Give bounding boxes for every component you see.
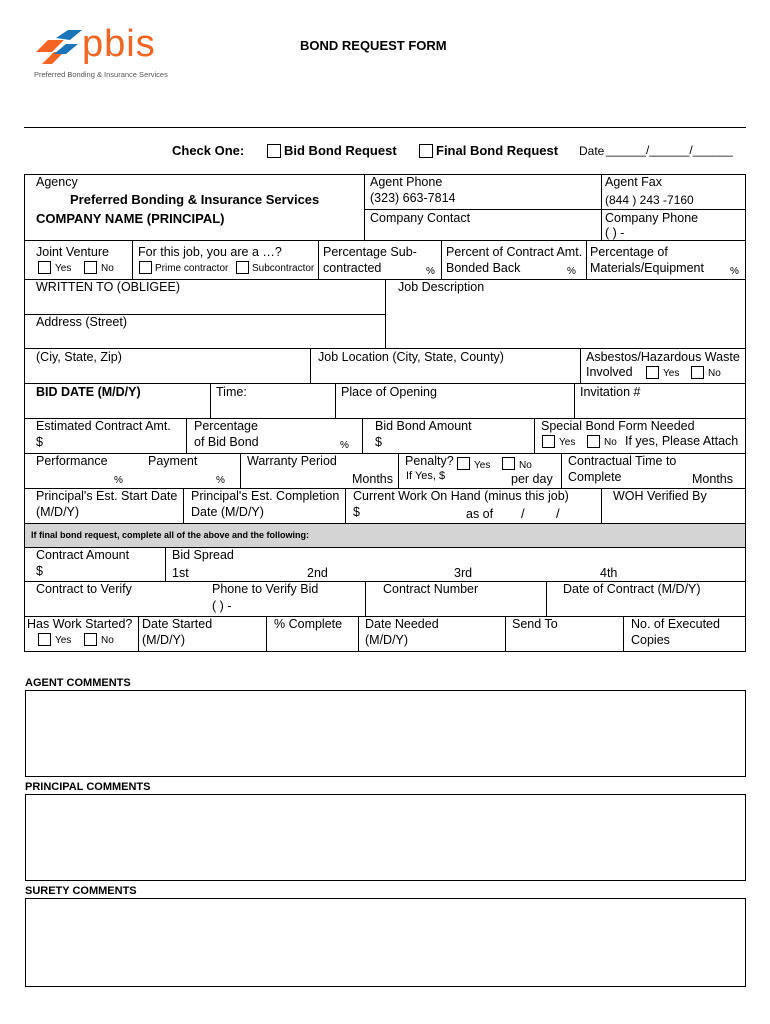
grid-line (266, 616, 267, 651)
company-phone-value[interactable]: ( ) - (605, 226, 625, 240)
date-label: Date (579, 144, 605, 158)
date-needed-label: Date Needed (365, 617, 439, 631)
grid-line (586, 240, 587, 279)
pct-materials-label: Percentage of (590, 245, 668, 259)
payment-label: Payment (148, 454, 198, 468)
grid-line (310, 348, 311, 383)
grid-line (546, 581, 547, 616)
performance-label: Performance (36, 454, 108, 468)
as-of-slash-1: / (521, 506, 525, 521)
est-contract-label: Estimated Contract Amt. (36, 419, 171, 433)
bid-spread-2nd[interactable]: 2nd (307, 566, 328, 580)
if-yes-attach-label: If yes, Please Attach (625, 434, 739, 448)
contract-verify-label[interactable]: Contract to Verify (36, 582, 132, 596)
penalty-per-day[interactable]: per day (511, 472, 553, 486)
pct-bid-label: Percentage (194, 419, 258, 433)
pct-materials-percent: % (730, 266, 739, 277)
work-on-hand-dollar[interactable]: $ (353, 505, 360, 519)
grid-line (24, 348, 746, 349)
grid-line (335, 383, 336, 418)
asbestos-involved-label: Involved (586, 365, 633, 379)
contract-amount-label: Contract Amount (36, 548, 130, 562)
work-started-yes-label: Yes (55, 635, 72, 646)
surety-comments-box[interactable] (25, 898, 746, 987)
grid-line (183, 488, 184, 523)
prime-contractor-label: Prime contractor (155, 263, 229, 274)
work-started-yes-checkbox[interactable] (38, 633, 51, 646)
form-title: BOND REQUEST FORM (300, 38, 447, 53)
work-on-hand-label: Current Work On Hand (minus this job) (353, 489, 569, 503)
special-form-no-checkbox[interactable] (587, 435, 600, 448)
special-form-yes-label: Yes (559, 437, 576, 448)
logo-text: pbis (82, 23, 156, 65)
jv-no-checkbox[interactable] (84, 261, 97, 274)
grid-line (364, 209, 745, 210)
subcontractor-label: Subcontractor (252, 263, 315, 274)
send-to-label[interactable]: Send To (512, 617, 558, 631)
subcontractor-checkbox[interactable] (236, 261, 249, 274)
asbestos-yes-checkbox[interactable] (646, 366, 659, 379)
payment-percent[interactable]: % (216, 475, 225, 486)
grid-line (165, 547, 166, 581)
logo-tagline: Preferred Bonding & Insurance Services (34, 70, 168, 79)
grid-line (132, 240, 133, 279)
special-form-yes-checkbox[interactable] (542, 435, 555, 448)
jv-yes-checkbox[interactable] (38, 261, 51, 274)
bid-bond-label: Bid Bond Request (284, 143, 397, 158)
grid-line (240, 453, 241, 488)
est-contract-dollar[interactable]: $ (36, 435, 43, 449)
contract-amount-dollar[interactable]: $ (36, 564, 43, 578)
executed-copies-label-2[interactable]: Copies (631, 633, 670, 647)
phone-verify-value[interactable]: ( ) - (212, 599, 232, 613)
grid-line (138, 616, 139, 651)
bid-spread-3rd[interactable]: 3rd (454, 566, 473, 580)
agency-label: Agency (36, 175, 78, 189)
bid-date-label[interactable]: BID DATE (M/D/Y) (36, 385, 141, 399)
warranty-months[interactable]: Months (352, 472, 393, 486)
date-needed-label-2[interactable]: (M/D/Y) (365, 633, 409, 647)
grid-line (534, 418, 535, 453)
grid-line (601, 488, 602, 523)
work-started-no-checkbox[interactable] (84, 633, 97, 646)
bid-bond-amount-label: Bid Bond Amount (375, 419, 472, 433)
grid-line (601, 174, 602, 240)
work-on-hand-as-of[interactable]: as of (466, 507, 494, 521)
time-to-complete-label-2: Complete (568, 470, 622, 484)
company-name-label[interactable]: COMPANY NAME (PRINCIPAL) (36, 211, 225, 226)
grid-line (580, 348, 581, 383)
grid-line (398, 453, 399, 488)
time-label[interactable]: Time: (216, 385, 247, 399)
grid-line (623, 616, 624, 651)
grid-line (210, 383, 211, 418)
job-location-label[interactable]: Job Location (City, State, County) (318, 350, 504, 364)
jv-yes-label: Yes (55, 263, 72, 274)
grid-line (362, 418, 363, 453)
penalty-yes-label: Yes (474, 460, 491, 471)
agency-value[interactable]: Preferred Bonding & Insurance Services (70, 192, 320, 207)
bid-spread-label: Bid Spread (172, 548, 234, 562)
penalty-no-label: No (519, 460, 532, 471)
header-divider (24, 127, 746, 128)
company-contact-label[interactable]: Company Contact (370, 211, 471, 225)
bid-spread-1st[interactable]: 1st (172, 566, 189, 580)
pct-bid-percent: % (340, 440, 349, 451)
work-started-no-label: No (101, 635, 114, 646)
principal-comments-label: PRINCIPAL COMMENTS (25, 781, 151, 793)
grid-line (318, 240, 319, 279)
time-to-complete-months[interactable]: Months (692, 472, 733, 486)
penalty-no-checkbox[interactable] (502, 457, 515, 470)
time-to-complete-label: Contractual Time to (568, 454, 677, 468)
place-of-opening-label[interactable]: Place of Opening (341, 385, 437, 399)
completion-date-label-2[interactable]: Date (M/D/Y) (191, 505, 264, 519)
invitation-label[interactable]: Invitation # (580, 385, 641, 399)
pct-bid-label-2[interactable]: of Bid Bond (194, 435, 259, 449)
logo-mark-icon (34, 30, 84, 70)
executed-copies-label: No. of Executed (631, 617, 720, 631)
agent-fax-label: Agent Fax (605, 175, 662, 189)
bid-bond-checkbox[interactable] (267, 144, 281, 158)
grid-line (441, 240, 442, 279)
grid-line (186, 418, 187, 453)
asbestos-no-checkbox[interactable] (691, 366, 704, 379)
jv-no-label: No (101, 263, 114, 274)
penalty-if-yes-label: If Yes, $ (406, 470, 446, 482)
penalty-label: Penalty? (405, 454, 454, 468)
grid-line (345, 488, 346, 523)
asbestos-label: Asbestos/Hazardous Waste (586, 350, 740, 364)
pct-contract-percent: % (567, 266, 576, 277)
pct-contract-label-2[interactable]: Bonded Back (446, 261, 521, 275)
pct-sub-percent: % (426, 266, 435, 277)
agent-fax-value[interactable]: (844 ) 243 -7160 (605, 193, 694, 207)
as-of-slash-2: / (556, 506, 560, 521)
grid-line (385, 279, 386, 348)
pbis-logo (34, 23, 174, 84)
warranty-label: Warranty Period (247, 454, 337, 468)
joint-venture-label: Joint Venture (36, 245, 109, 259)
asbestos-no-label: No (708, 368, 721, 379)
final-bond-label: Final Bond Request (436, 143, 559, 158)
agent-phone-value[interactable]: (323) 663-7814 (370, 191, 456, 205)
date-of-contract-label[interactable]: Date of Contract (M/D/Y) (563, 582, 701, 596)
work-started-label: Has Work Started? (27, 617, 133, 631)
date-started-label-2[interactable]: (M/D/Y) (142, 633, 186, 647)
pct-materials-label-2[interactable]: Materials/Equipment (590, 261, 704, 275)
agent-comments-label: AGENT COMMENTS (25, 677, 131, 689)
start-date-label-2[interactable]: (M/D/Y) (36, 505, 80, 519)
job-description-label[interactable]: Job Description (398, 280, 485, 294)
agent-phone-label: Agent Phone (370, 175, 443, 189)
final-bond-checkbox[interactable] (419, 144, 433, 158)
grid-line (24, 651, 746, 652)
pct-sub-label: Percentage Sub- (323, 245, 417, 259)
grid-line (24, 383, 746, 384)
this-job-label: For this job, you are a …? (138, 245, 282, 259)
grid-line (561, 453, 562, 488)
final-request-banner-text: If final bond request, complete all of the above and the following: (31, 530, 310, 540)
date-started-label: Date Started (142, 617, 213, 631)
grid-line (358, 616, 359, 651)
pct-sub-label-2[interactable]: contracted (323, 261, 382, 275)
grid-line (365, 581, 366, 616)
check-one-label: Check One: (172, 143, 245, 158)
woh-verified-label[interactable]: WOH Verified By (613, 489, 707, 503)
surety-comments-label: SURETY COMMENTS (25, 885, 137, 897)
grid-line (24, 547, 746, 548)
pct-complete-label[interactable]: % Complete (274, 617, 343, 631)
pct-contract-label: Percent of Contract Amt. (446, 245, 583, 259)
special-form-no-label: No (604, 437, 617, 448)
written-to-label[interactable]: WRITTEN TO (OBLIGEE) (36, 280, 180, 294)
start-date-label: Principal's Est. Start Date (36, 489, 178, 503)
bid-bond-amount-dollar[interactable]: $ (375, 435, 382, 449)
company-phone-label: Company Phone (605, 211, 699, 225)
asbestos-yes-label: Yes (663, 368, 680, 379)
agent-comments-box[interactable] (25, 690, 746, 777)
contract-number-label[interactable]: Contract Number (383, 582, 479, 596)
phone-verify-label: Phone to Verify Bid (212, 582, 319, 596)
special-form-label: Special Bond Form Needed (541, 419, 695, 433)
principal-comments-box[interactable] (25, 794, 746, 881)
city-state-zip-label[interactable]: (Ciy, State, Zip) (36, 350, 122, 364)
penalty-yes-checkbox[interactable] (457, 457, 470, 470)
address-label[interactable]: Address (Street) (36, 315, 128, 329)
grid-line (364, 174, 365, 240)
grid-line (505, 616, 506, 651)
grid-line (574, 383, 575, 418)
bid-spread-4th[interactable]: 4th (600, 566, 618, 580)
performance-percent[interactable]: % (114, 475, 123, 486)
prime-contractor-checkbox[interactable] (139, 261, 152, 274)
date-field[interactable]: ______/______/______ (606, 143, 733, 157)
completion-date-label: Principal's Est. Completion (191, 489, 340, 503)
